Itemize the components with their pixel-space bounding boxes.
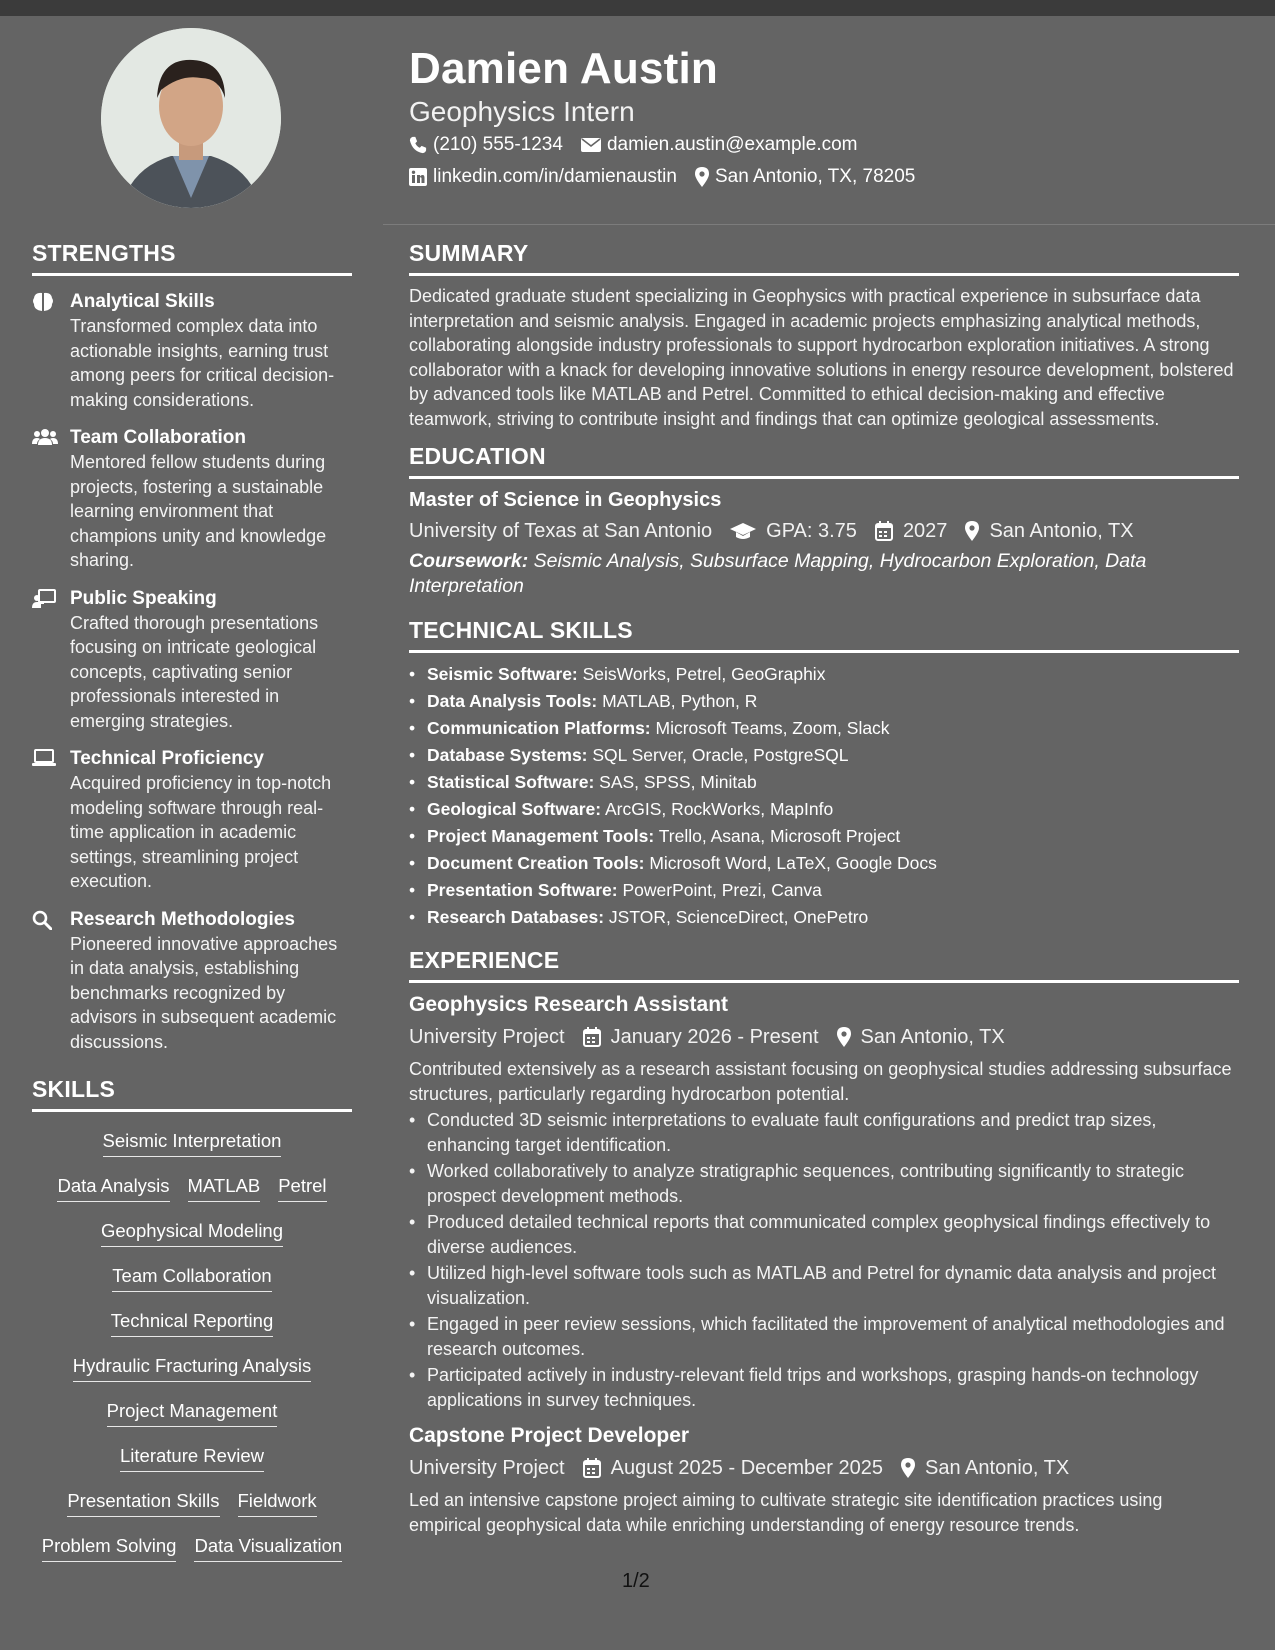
list-item — [409, 796, 1239, 823]
job-entry — [409, 991, 1239, 1412]
page-number: 1/2 — [622, 1570, 650, 1592]
top-bar — [0, 0, 1275, 16]
job-org: University Project — [409, 1457, 565, 1479]
contact-row-1 — [409, 134, 858, 156]
strength-title: Public Speaking — [70, 587, 217, 609]
job-summary: Led an intensive capstone project aiming to cultivate strategic site identification practices using empirical geophysical data while enriching understanding of energy resource trends. — [409, 1490, 1163, 1535]
strength-title: Technical Proficiency — [70, 748, 264, 769]
brain-icon — [32, 290, 70, 412]
technical-skills-heading: TECHNICAL SKILLS — [409, 617, 1239, 653]
tech-skill-value: JSTOR, ScienceDirect, OnePetro — [608, 907, 869, 927]
header-divider — [383, 224, 1275, 225]
skills-list — [32, 1130, 352, 1562]
list-item — [409, 823, 1239, 850]
gpa-text: GPA: 3.75 — [766, 520, 857, 542]
linkedin-icon — [409, 168, 427, 186]
list-item: • Engaged in peer review sessions, which facilitated the improvement of analytical methodologies and research outcomes. — [409, 1312, 1239, 1361]
strength-title: Research Methodologies — [70, 908, 295, 930]
left-column — [32, 240, 352, 1580]
skill-row — [32, 1400, 352, 1427]
skill-tag: Technical Reporting — [111, 1310, 273, 1337]
tech-skill-value: Trello, Asana, Microsoft Project — [658, 826, 901, 846]
tech-skill-value: MATLAB, Python, R — [602, 691, 758, 711]
list-item — [409, 904, 1239, 931]
tech-skill-label: Statistical Software: — [427, 772, 595, 792]
list-item — [409, 850, 1239, 877]
phone-contact — [409, 134, 563, 156]
strength-desc: Mentored fellow students during projects, fostering a sustainable learning environment that champions unity and knowledge sharing. — [70, 452, 327, 570]
calendar-icon — [583, 1027, 601, 1047]
list-item — [409, 742, 1239, 769]
coursework — [409, 549, 1239, 599]
skill-tag: Petrel — [278, 1175, 326, 1202]
skill-tag: Data Analysis — [57, 1175, 169, 1202]
tech-skill-label: Project Management Tools: — [427, 826, 655, 846]
skill-row — [32, 1265, 352, 1292]
tech-skill-label: Presentation Software: — [427, 880, 618, 900]
list-item — [409, 715, 1239, 742]
skill-tag: Team Collaboration — [112, 1265, 271, 1292]
skill-row — [32, 1175, 352, 1202]
map-pin-icon — [695, 167, 709, 187]
strengths-heading: STRENGTHS — [32, 240, 352, 276]
summary-heading: SUMMARY — [409, 240, 1239, 276]
list-item: • Conducted 3D seismic interpretations to evaluate fault configurations and predict trap sizes, enhancing target identification. — [409, 1108, 1239, 1157]
strength-desc: Crafted thorough presentations focusing on intricate geological concepts, captivating senior professionals interested in emerging strategies. — [70, 612, 319, 731]
summary-text: Dedicated graduate student specializing in Geophysics with practical experience in subsurface data interpretation and seismic analysis. Engaged in academic projects emphasizing analytical methods, collaborating alongside industry professionals to support hydrocarbon exploration initiatives. A strong collaborator with a knack for developing innovative solutions in energy resource development, bolstered by advanced tools like MATLAB and Petrel. Committed to ethical decision-making and effective teamwork, striving to contribute insight and findings that can optimize geological assessments. — [409, 286, 1234, 429]
strength-desc: Pioneered innovative approaches in data analysis, establishing benchmarks recognized by advisors in subsequent academic discussions. — [70, 933, 338, 1052]
list-item — [409, 661, 1239, 688]
job-bullets — [409, 1108, 1239, 1412]
tech-skill-label: Database Systems: — [427, 745, 588, 765]
profile-photo — [101, 28, 281, 208]
skill-tag: Fieldwork — [238, 1490, 317, 1517]
strength-title: Analytical Skills — [70, 291, 215, 312]
strength-desc: Acquired proficiency in top-notch modeling software through real-time application in academic settings, streamlining project execution. — [70, 773, 332, 891]
tech-skill-label: Seismic Software: — [427, 664, 578, 684]
phone-icon — [409, 136, 427, 154]
skill-row — [32, 1310, 352, 1337]
list-item — [409, 769, 1239, 796]
linkedin-contact[interactable] — [409, 166, 677, 188]
skill-tag: Data Visualization — [194, 1535, 342, 1562]
tech-skill-value: PowerPoint, Prezi, Canva — [622, 880, 822, 900]
job-summary: Contributed extensively as a research assistant focusing on geophysical studies addressing subsurface structures, particularly regarding hydrocarbon potential. — [409, 1059, 1232, 1104]
job-title: Geophysics Research Assistant — [409, 993, 729, 1016]
list-item: • Worked collaboratively to analyze stratigraphic sequences, contributing significantly to strategic prospect development methods. — [409, 1159, 1239, 1208]
skill-row — [32, 1535, 352, 1562]
calendar-icon — [583, 1458, 601, 1478]
tech-skill-label: Geological Software: — [427, 799, 602, 819]
job-org: University Project — [409, 1026, 565, 1048]
candidate-name: Damien Austin — [409, 44, 719, 93]
job-meta — [409, 1023, 1239, 1051]
skill-tag: Problem Solving — [42, 1535, 177, 1562]
school-name: University of Texas at San Antonio — [409, 520, 713, 542]
list-item — [409, 877, 1239, 904]
list-item: • Utilized high-level software tools such as MATLAB and Petrel for dynamic data analysis and project visualization. — [409, 1261, 1239, 1310]
map-pin-icon — [965, 521, 979, 541]
strength-item — [32, 290, 352, 412]
tech-skill-value: Microsoft Word, LaTeX, Google Docs — [649, 853, 937, 873]
tech-skill-value: SeisWorks, Petrel, GeoGraphix — [582, 664, 826, 684]
contact-row-2 — [409, 166, 915, 188]
tech-skill-label: Research Databases: — [427, 907, 605, 927]
strength-item — [32, 747, 352, 894]
skill-row — [32, 1220, 352, 1247]
email-text: damien.austin@example.com — [606, 134, 858, 155]
skill-row — [32, 1445, 352, 1472]
users-icon — [32, 426, 70, 573]
tech-skill-value: SAS, SPSS, Minitab — [599, 772, 757, 792]
presenter-icon — [32, 587, 70, 734]
location-contact — [695, 166, 915, 188]
tech-skill-value: ArcGIS, RockWorks, MapInfo — [604, 799, 834, 819]
skill-tag: Seismic Interpretation — [103, 1130, 282, 1157]
skill-tag: MATLAB — [188, 1175, 261, 1202]
strength-item — [32, 908, 352, 1055]
education-meta — [409, 517, 1239, 545]
linkedin-text: linkedin.com/in/damienaustin — [433, 166, 677, 187]
degree-title: Master of Science in Geophysics — [409, 489, 722, 511]
list-item — [409, 688, 1239, 715]
tech-skill-label: Communication Platforms: — [427, 718, 651, 738]
skill-tag: Hydraulic Fracturing Analysis — [73, 1355, 312, 1382]
list-item: • Participated actively in industry-relevant field trips and workshops, grasping hands-on technology applications in survey techniques. — [409, 1363, 1239, 1412]
phone-text: (210) 555-1234 — [433, 134, 563, 155]
coursework-label: Coursework: — [409, 550, 529, 572]
job-dates: January 2026 - Present — [610, 1026, 819, 1048]
tech-skill-label: Document Creation Tools: — [427, 853, 645, 873]
tech-skill-value: SQL Server, Oracle, PostgreSQL — [592, 745, 849, 765]
skill-row — [32, 1130, 352, 1157]
search-icon — [32, 908, 70, 1055]
map-pin-icon — [901, 1458, 915, 1478]
skill-tag: Literature Review — [120, 1445, 264, 1472]
calendar-icon — [875, 521, 893, 541]
skill-tag: Presentation Skills — [67, 1490, 219, 1517]
job-location: San Antonio, TX — [860, 1026, 1005, 1048]
experience-heading: EXPERIENCE — [409, 947, 1239, 983]
school-location: San Antonio, TX — [989, 520, 1134, 542]
technical-skills-list — [409, 661, 1239, 931]
graduation-cap-icon — [730, 522, 756, 540]
strength-item — [32, 587, 352, 734]
map-pin-icon — [837, 1027, 851, 1047]
list-item: • Produced detailed technical reports that communicated complex geophysical findings effectively to diverse audiences. — [409, 1210, 1239, 1259]
location-text: San Antonio, TX, 78205 — [714, 166, 916, 187]
graduation-year: 2027 — [902, 520, 948, 542]
skill-tag: Geophysical Modeling — [101, 1220, 283, 1247]
right-column — [409, 240, 1239, 1537]
strength-desc: Transformed complex data into actionable insights, earning trust among peers for critical decision-making considerations. — [70, 316, 335, 410]
skill-row — [32, 1355, 352, 1382]
education-heading: EDUCATION — [409, 443, 1239, 479]
email-contact[interactable] — [581, 134, 858, 156]
job-meta — [409, 1454, 1239, 1482]
coursework-list: Seismic Analysis, Subsurface Mapping, Hydrocarbon Exploration, Data Interpretation — [409, 550, 1147, 597]
job-dates: August 2025 - December 2025 — [610, 1457, 884, 1479]
job-title: Capstone Project Developer — [409, 1424, 690, 1447]
skills-heading: SKILLS — [32, 1076, 352, 1112]
strength-title: Team Collaboration — [70, 427, 246, 448]
tech-skill-label: Data Analysis Tools: — [427, 691, 598, 711]
tech-skill-value: Microsoft Teams, Zoom, Slack — [655, 718, 890, 738]
candidate-title: Geophysics Intern — [409, 96, 635, 127]
laptop-icon — [32, 747, 70, 894]
skill-tag: Project Management — [107, 1400, 278, 1427]
envelope-icon — [581, 137, 601, 153]
strength-item — [32, 426, 352, 573]
job-location: San Antonio, TX — [925, 1457, 1070, 1479]
job-entry — [409, 1422, 1239, 1537]
skill-row — [32, 1490, 352, 1517]
